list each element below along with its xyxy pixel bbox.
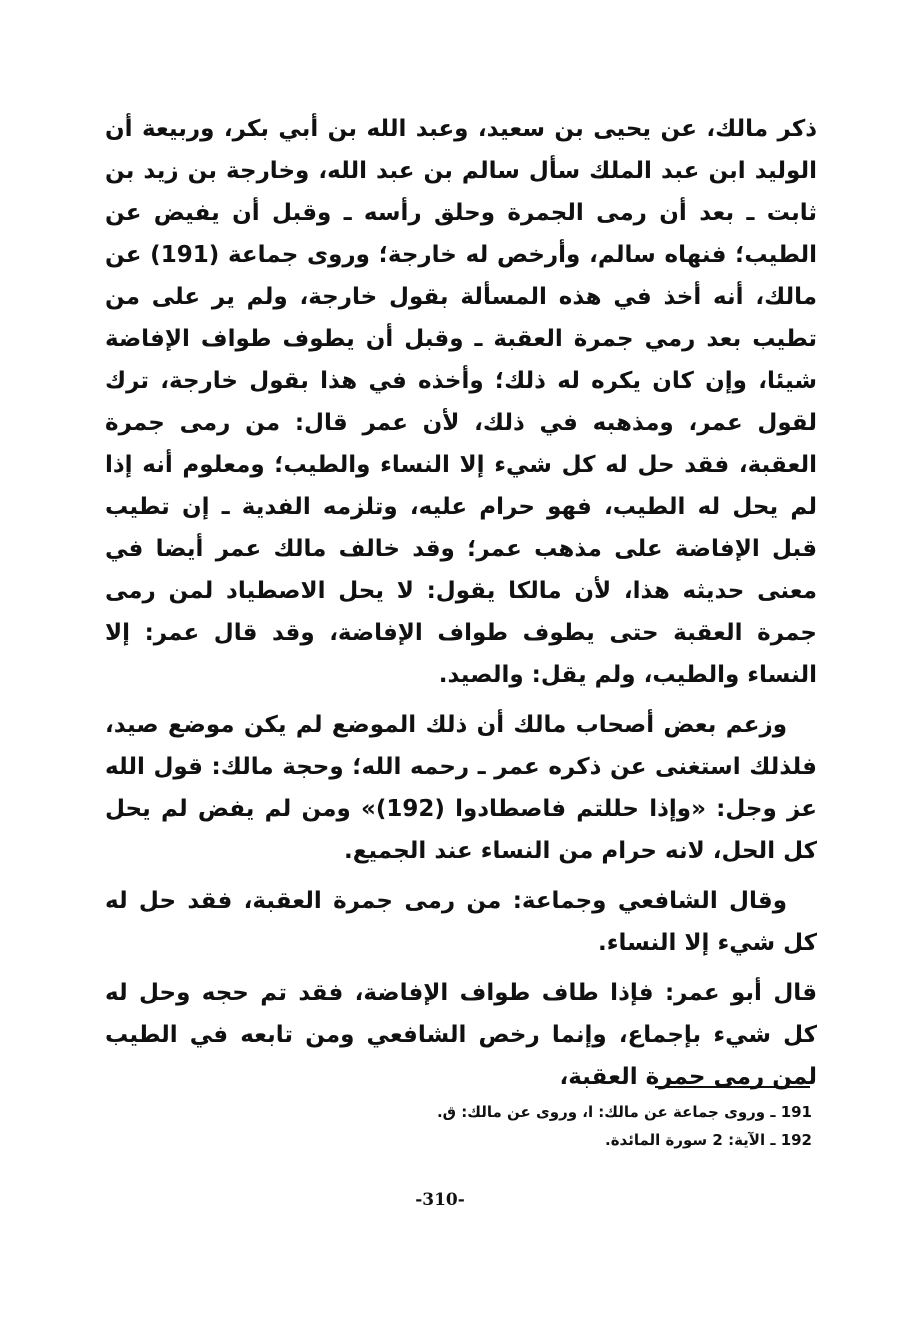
footnote-191: 191 ـ وروى جماعة عن مالك: ا، وروى عن مالك: ق. [436,1103,812,1121]
page-number: -310- [415,1190,465,1210]
paragraph-4: قال أبو عمر: فإذا طاف طواف الإفاضة، فقد تم حجه وحل له كل شيء بإجماع، وإنما رخص الشافعي ومن تابعه في الطيب لمن رمى جمرة العقبة، [105,980,817,1090]
paragraph-1: ذكر مالك، عن يحيى بن سعيد، وعبد الله بن أبي بكر، وربيعة أن الوليد ابن عبد الملك سأل سالم بن عبد الله، وخارجة بن زيد بن ثابت ـ بعد أن رمى الجمرة وحلق رأسه ـ وقبل أن يفيض عن الطيب؛ فنهاه سالم، وأرخص له خارجة؛ وروى جماعة (191) عن مالك، أنه أخذ في هذه المسألة بقول خارجة، ولم ير على من تطيب بعد رمي جمرة العقبة ـ وقبل أن يطوف طواف الإفاضة شيئا، وإن كان يكره له ذلك؛ وأخذه في هذا بقول خارجة، ترك لقول عمر، ومذهبه في ذلك، لأن عمر قال: من رمى جمرة العقبة، فقد حل له كل شيء إلا النساء والطيب؛ ومعلوم أنه إذا لم يحل له الطيب، فهو حرام عليه، وتلزمه الفدية ـ إن تطيب قبل الإفاضة على مذهب عمر؛ وقد خالف مالك عمر أيضا في معنى حديثه هذا، لأن مالكا يقول: لا يحل الاصطياد لمن رمى جمرة العقبة حتى يطوف طواف الإفاضة، وقد قال عمر: إلا النساء والطيب، ولم يقل: والصيد. [105,116,817,688]
paragraph-3: وقال الشافعي وجماعة: من رمى جمرة العقبة، فقد حل له كل شيء إلا النساء. [105,888,817,956]
footnote-divider [655,1086,810,1088]
paragraph-2: وزعم بعض أصحاب مالك أن ذلك الموضع لم يكن موضع صيد، فلذلك استغنى عن ذكره عمر ـ رحمه الله؛ وحجة مالك: قول الله عز وجل: «وإذا حللتم فاصطادوا (192)» ومن لم يفض لم يحل كل الحل، لانه حرام من النساء عند الجميع. [105,712,817,864]
footnote-192: 192 ـ الآية: 2 سورة المائدة. [605,1131,812,1149]
main-text [105,108,817,1106]
footnotes [300,1098,812,1154]
